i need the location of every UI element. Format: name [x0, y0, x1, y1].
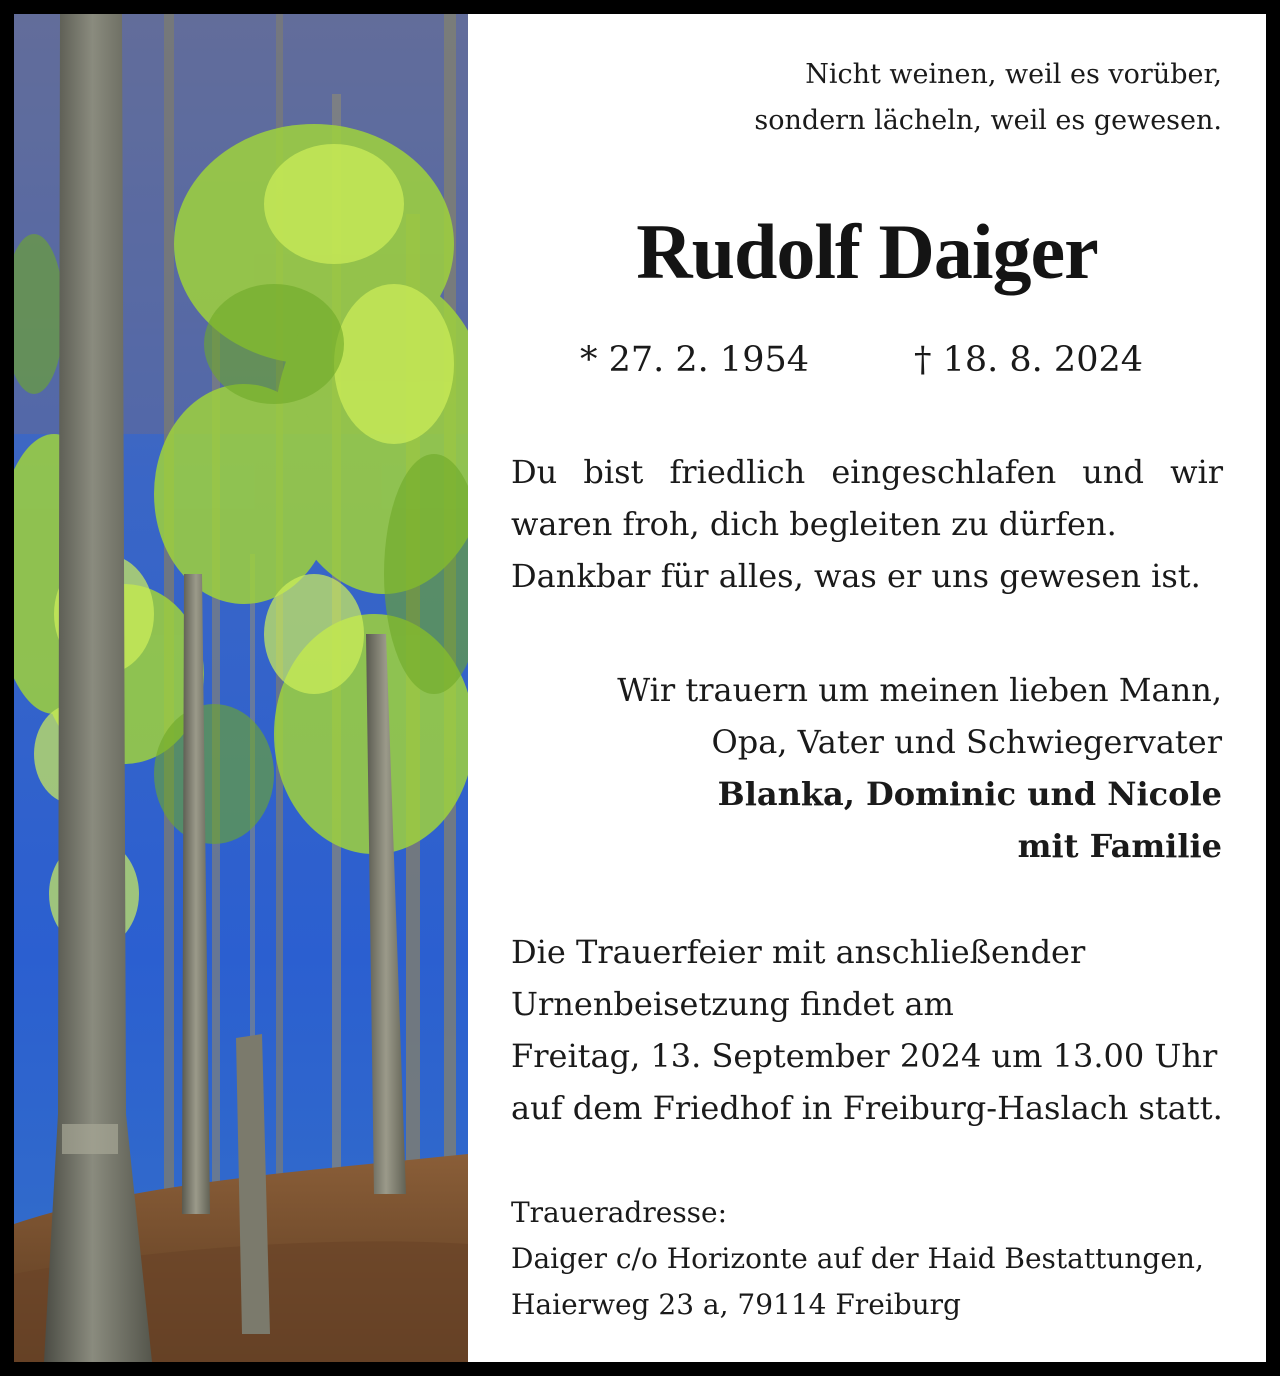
mourners-names: Blanka, Dominic und Nicole — [717, 775, 1222, 813]
mourners-block — [510, 664, 1222, 872]
address-label: Traueradresse: — [511, 1196, 728, 1229]
mourners-line-1: Wir trauern um meinen lieben Mann, — [617, 671, 1222, 709]
address-line-2: Haierweg 23 a, 79114 Freiburg — [511, 1288, 961, 1321]
service-line-4: auf dem Friedhof in Freiburg-Haslach statt. — [511, 1089, 1223, 1127]
birth-date: * 27. 2. 1954 — [580, 340, 810, 380]
service-line-1: Die Trauerfeier mit anschließender — [511, 933, 1086, 971]
mourning-address — [511, 1190, 1223, 1328]
farewell-line-3: Dankbar für alles, was er uns gewesen ist. — [511, 557, 1201, 595]
service-info — [511, 926, 1223, 1134]
service-line-3: Freitag, 13. September 2024 um 13.00 Uhr — [511, 1037, 1218, 1075]
address-line-1: Daiger c/o Horizonte auf der Haid Bestattungen, — [511, 1242, 1204, 1275]
motto-line-2: sondern lächeln, weil es gewesen. — [754, 105, 1222, 136]
mourners-line-2: Opa, Vater und Schwiegervater — [711, 723, 1222, 761]
motto-line-1: Nicht weinen, weil es vorüber, — [805, 59, 1222, 90]
motto-quote — [522, 52, 1222, 144]
service-line-2: Urnenbeisetzung findet am — [511, 985, 954, 1023]
forest-photo — [14, 14, 468, 1362]
farewell-line-2: waren froh, dich begleiten zu dürfen. — [511, 505, 1117, 543]
text-panel — [468, 14, 1266, 1362]
obituary-card — [14, 14, 1266, 1362]
farewell-text — [511, 446, 1223, 602]
death-date: † 18. 8. 2024 — [914, 340, 1144, 380]
deceased-name: Rudolf Daiger — [636, 208, 1098, 295]
farewell-line-1: Du bist friedlich eingeschlafen und wir — [511, 453, 1223, 491]
mourners-family: mit Familie — [1017, 827, 1222, 865]
